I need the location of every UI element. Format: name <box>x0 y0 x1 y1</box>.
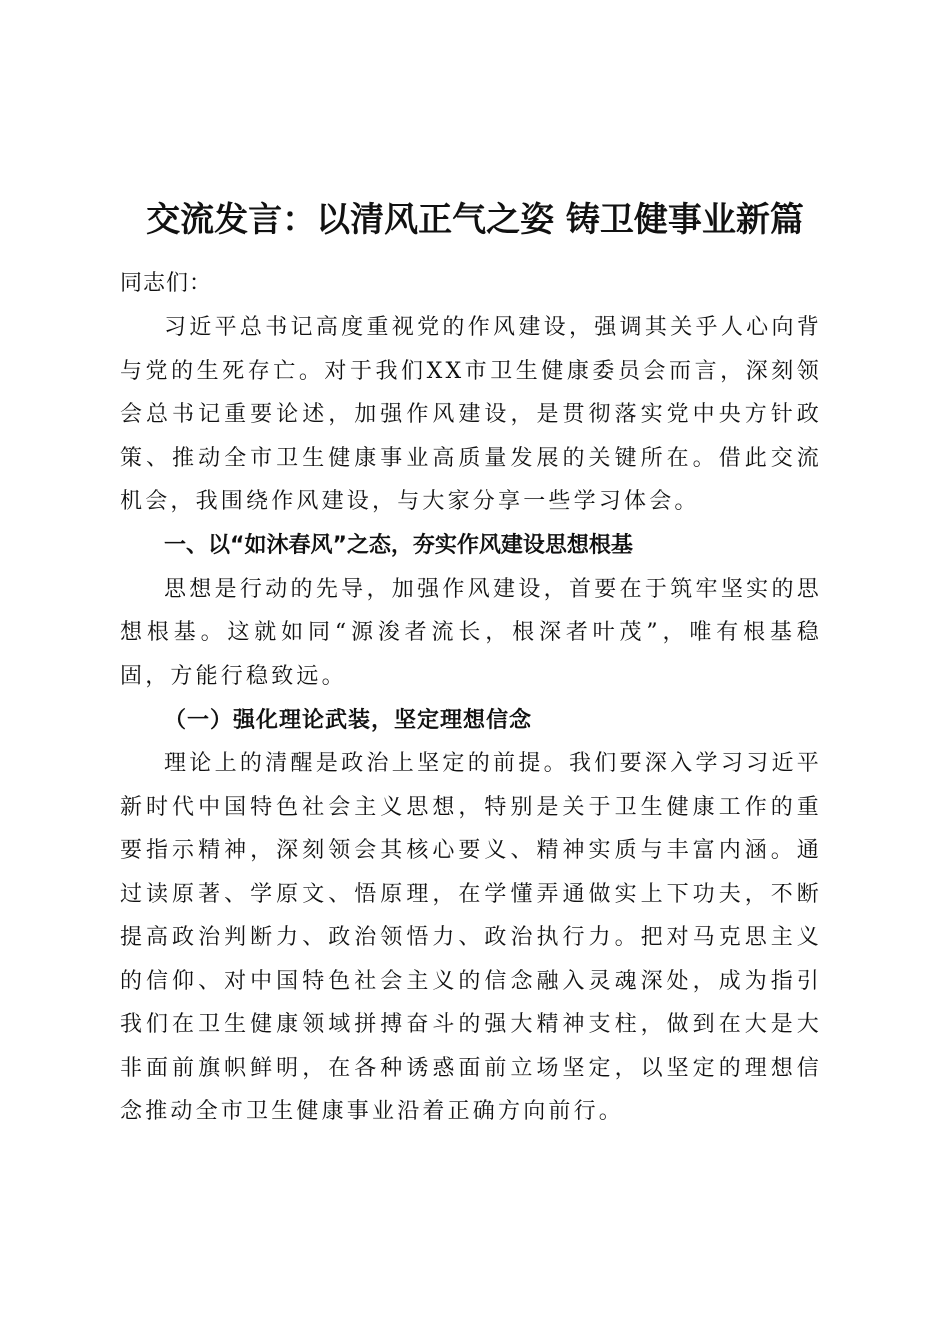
document-body <box>120 262 822 1134</box>
salutation: 同志们： <box>120 271 213 296</box>
document-title: 交流发言：以清风正气之姿 铸卫健事业新篇 <box>146 200 804 240</box>
subsection-1-paragraph: 理论上的清醒是政治上坚定的前提。我们要深入学习习近平新时代中国特色社会主义思想，特别是关于卫生健康工作的重要指示精神，深刻领会其核心要义、精神实质与丰富内涵。通过读原著、学原文、悟原理，在学懂弄通做实上下功夫，不断提高政治判断力、政治领悟力、政治执行力。把对马克思主义的信仰、对中国特色社会主义的信念融入灵魂深处，成为指引我们在卫生健康领域拼搏奋斗的强大精神支柱，做到在大是大非面前旗帜鲜明，在各种诱惑面前立场坚定，以坚定的理想信念推动全市卫生健康事业沿着正确方向前行。 <box>120 751 822 1124</box>
intro-paragraph: 习近平总书记高度重视党的作风建设，强调其关乎人心向背与党的生死存亡。对于我们XX市卫生健康委员会而言，深刻领会总书记重要论述，加强作风建设，是贯彻落实党中央方针政策、推动全市卫生健康事业高质量发展的关键所在。借此交流机会，我围绕作风建设，与大家分享一些学习体会。 <box>120 315 822 514</box>
section-1-paragraph: 思想是行动的先导，加强作风建设，首要在于筑牢坚实的思想根基。这就如同“源浚者流长，根深者叶茂”，唯有根基稳固，方能行稳致远。 <box>120 576 822 689</box>
section-heading-1: 一、以“如沐春风”之态，夯实作风建设思想根基 <box>164 532 633 558</box>
subsection-heading-1: （一）强化理论武装，坚定理想信念 <box>164 707 533 733</box>
